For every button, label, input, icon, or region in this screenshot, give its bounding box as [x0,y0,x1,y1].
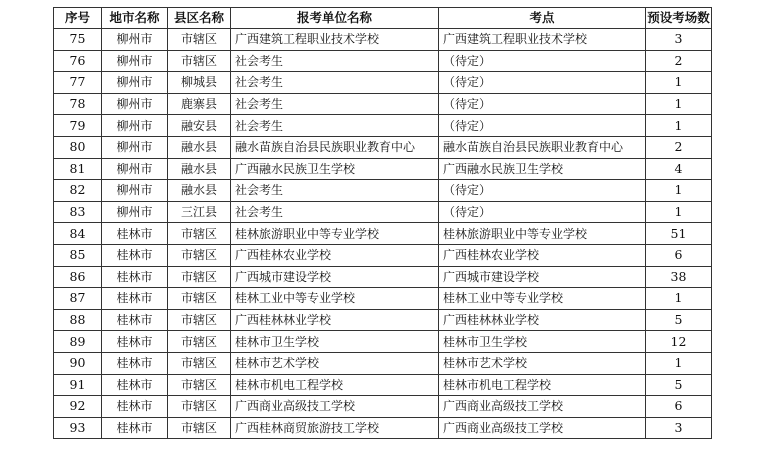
row-index: 83 [54,201,102,223]
header-city: 地市名称 [102,8,168,29]
room-count: 12 [646,331,712,353]
room-count: 5 [646,309,712,331]
room-count: 3 [646,29,712,51]
exam-site: 桂林市艺术学校 [439,352,646,374]
applicant-unit: 社会考生 [231,50,439,72]
applicant-unit: 社会考生 [231,180,439,202]
row-index: 85 [54,244,102,266]
table-row [54,309,712,331]
room-count: 1 [646,72,712,94]
city-name: 柳州市 [102,180,168,202]
exam-site: 广西商业高级技工学校 [439,396,646,418]
city-name: 桂林市 [102,396,168,418]
exam-site: （待定） [439,180,646,202]
applicant-unit: 广西融水民族卫生学校 [231,158,439,180]
city-name: 柳州市 [102,93,168,115]
table-row [54,331,712,353]
city-name: 柳州市 [102,115,168,137]
header-index: 序号 [54,8,102,29]
row-index: 84 [54,223,102,245]
exam-site: （待定） [439,201,646,223]
room-count: 1 [646,180,712,202]
row-index: 90 [54,352,102,374]
room-count: 1 [646,115,712,137]
table-row [54,266,712,288]
county-name: 市辖区 [168,29,231,51]
header-exam-site: 考点 [439,8,646,29]
row-index: 82 [54,180,102,202]
applicant-unit: 广西建筑工程职业技术学校 [231,29,439,51]
room-count: 3 [646,417,712,439]
table-row [54,158,712,180]
city-name: 柳州市 [102,136,168,158]
table-row [54,417,712,439]
city-name: 柳州市 [102,72,168,94]
row-index: 77 [54,72,102,94]
row-index: 78 [54,93,102,115]
city-name: 桂林市 [102,223,168,245]
row-index: 92 [54,396,102,418]
exam-site: 桂林工业中等专业学校 [439,288,646,310]
city-name: 柳州市 [102,201,168,223]
row-index: 86 [54,266,102,288]
exam-site: 广西城市建设学校 [439,266,646,288]
county-name: 市辖区 [168,374,231,396]
county-name: 市辖区 [168,244,231,266]
row-index: 89 [54,331,102,353]
room-count: 51 [646,223,712,245]
header-row [54,8,712,29]
applicant-unit: 社会考生 [231,115,439,137]
room-count: 6 [646,244,712,266]
applicant-unit: 社会考生 [231,93,439,115]
table-row [54,115,712,137]
exam-site-table-wrapper [53,7,712,439]
room-count: 4 [646,158,712,180]
applicant-unit: 广西桂林林业学校 [231,309,439,331]
exam-site: 融水苗族自治县民族职业教育中心 [439,136,646,158]
city-name: 桂林市 [102,266,168,288]
row-index: 79 [54,115,102,137]
applicant-unit: 广西城市建设学校 [231,266,439,288]
exam-site: 广西融水民族卫生学校 [439,158,646,180]
room-count: 2 [646,136,712,158]
table-row [54,93,712,115]
table-row [54,72,712,94]
city-name: 桂林市 [102,352,168,374]
county-name: 市辖区 [168,266,231,288]
table-row [54,50,712,72]
county-name: 市辖区 [168,331,231,353]
row-index: 91 [54,374,102,396]
county-name: 融水县 [168,180,231,202]
applicant-unit: 桂林市卫生学校 [231,331,439,353]
applicant-unit: 广西商业高级技工学校 [231,396,439,418]
exam-site: 桂林市卫生学校 [439,331,646,353]
room-count: 38 [646,266,712,288]
table-row [54,396,712,418]
city-name: 柳州市 [102,158,168,180]
table-row [54,136,712,158]
row-index: 81 [54,158,102,180]
applicant-unit: 桂林工业中等专业学校 [231,288,439,310]
county-name: 市辖区 [168,352,231,374]
exam-site: （待定） [439,115,646,137]
county-name: 市辖区 [168,309,231,331]
table-row [54,288,712,310]
table-row [54,374,712,396]
room-count: 1 [646,93,712,115]
exam-site-table [53,7,712,439]
applicant-unit: 桂林市机电工程学校 [231,374,439,396]
county-name: 柳城县 [168,72,231,94]
exam-site: 广西商业高级技工学校 [439,417,646,439]
row-index: 87 [54,288,102,310]
room-count: 1 [646,352,712,374]
room-count: 1 [646,288,712,310]
row-index: 76 [54,50,102,72]
table-row [54,201,712,223]
city-name: 桂林市 [102,417,168,439]
row-index: 80 [54,136,102,158]
city-name: 桂林市 [102,374,168,396]
exam-site: 广西桂林农业学校 [439,244,646,266]
county-name: 市辖区 [168,417,231,439]
county-name: 融水县 [168,136,231,158]
applicant-unit: 社会考生 [231,201,439,223]
city-name: 桂林市 [102,288,168,310]
table-row [54,352,712,374]
table-row [54,180,712,202]
exam-site: （待定） [439,50,646,72]
row-index: 88 [54,309,102,331]
exam-site: 广西桂林林业学校 [439,309,646,331]
applicant-unit: 广西桂林农业学校 [231,244,439,266]
room-count: 2 [646,50,712,72]
county-name: 融水县 [168,158,231,180]
header-applicant-unit: 报考单位名称 [231,8,439,29]
county-name: 市辖区 [168,396,231,418]
county-name: 鹿寨县 [168,93,231,115]
county-name: 市辖区 [168,288,231,310]
exam-site: （待定） [439,93,646,115]
room-count: 5 [646,374,712,396]
header-county: 县区名称 [168,8,231,29]
city-name: 桂林市 [102,244,168,266]
applicant-unit: 广西桂林商贸旅游技工学校 [231,417,439,439]
county-name: 市辖区 [168,223,231,245]
header-room-count: 预设考场数 [646,8,712,29]
exam-site: 广西建筑工程职业技术学校 [439,29,646,51]
room-count: 6 [646,396,712,418]
county-name: 融安县 [168,115,231,137]
row-index: 93 [54,417,102,439]
room-count: 1 [646,201,712,223]
table-row [54,223,712,245]
applicant-unit: 桂林市艺术学校 [231,352,439,374]
exam-site: 桂林市机电工程学校 [439,374,646,396]
county-name: 市辖区 [168,50,231,72]
city-name: 柳州市 [102,29,168,51]
city-name: 柳州市 [102,50,168,72]
city-name: 桂林市 [102,331,168,353]
table-body [54,29,712,439]
applicant-unit: 融水苗族自治县民族职业教育中心 [231,136,439,158]
table-row [54,244,712,266]
county-name: 三江县 [168,201,231,223]
table-row [54,29,712,51]
row-index: 75 [54,29,102,51]
applicant-unit: 桂林旅游职业中等专业学校 [231,223,439,245]
city-name: 桂林市 [102,309,168,331]
applicant-unit: 社会考生 [231,72,439,94]
exam-site: （待定） [439,72,646,94]
exam-site: 桂林旅游职业中等专业学校 [439,223,646,245]
